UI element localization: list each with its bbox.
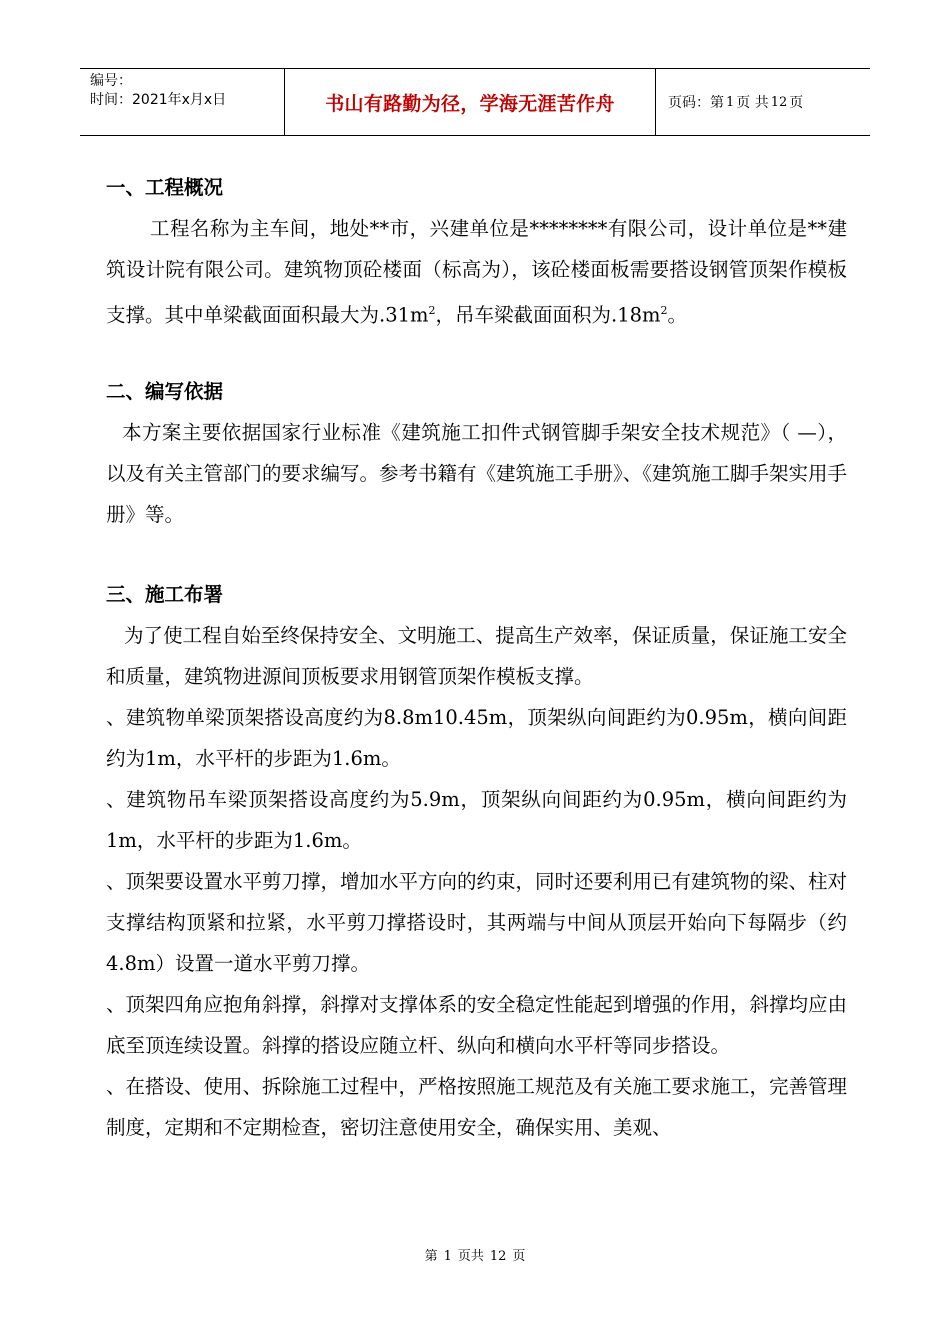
document-body	[106, 168, 847, 1148]
s1-text-a: 工程名称为主车间，地处**市，兴建单位是********有限公司，设计单位是**建筑设计院有限公司。建筑物顶砼楼面（标高为），该砼楼面板需要搭设钢管顶架作模板支撑。其中单梁截面面积最大为.31m	[106, 217, 847, 327]
list-item: 、建筑物单梁顶架搭设高度约为8.8m10.45m，顶架纵向间距约为0.95m，横向间距约为1m，水平杆的步距为1.6m。	[106, 705, 847, 770]
section-3-intro: 为了使工程自始至终保持安全、文明施工、提高生产效率，保证质量，保证施工安全和质量，建筑物进源间顶板要求用钢管顶架作模板支撑。	[106, 623, 847, 688]
section-heading-3: 三、施工布署	[106, 582, 224, 606]
motto-text: 书山有路勤为径，学海无涯苦作舟	[325, 92, 615, 115]
page-current: 1	[726, 94, 735, 110]
list-item: 、顶架四角应抱角斜撑，斜撑对支撑体系的安全稳定性能起到增强的作用，斜撑均应由底至顶连续设置。斜撑的搭设应随立杆、纵向和横向水平杆等同步搭设。	[106, 992, 848, 1057]
page-suffix: 页	[789, 95, 804, 111]
list-item: 、在搭设、使用、拆除施工过程中，严格按照施工规范及有关施工要求施工，完善管理制度，定期和不定期检查，密切注意使用安全，确保实用、美观、	[106, 1074, 848, 1139]
section-heading-2: 二、编写依据	[106, 379, 224, 403]
section-heading-1: 一、工程概况	[106, 176, 224, 199]
footer-prefix: 第	[424, 1249, 438, 1264]
page-footer	[0, 1245, 950, 1264]
section-2-paragraph: 本方案主要依据国家行业标准《建筑施工扣件式钢管脚手架安全技术规范》（ —），以及有关主管部门的要求编写。参考书籍有《建筑施工手册》、《建筑施工脚手架实用手册》等。	[106, 420, 848, 526]
list-item: 、顶架要设置水平剪刀撑，增加水平方向的约束，同时还要利用已有建筑物的梁、柱对支撑结构顶紧和拉紧，水平剪刀撑搭设时，其两端与中间从顶层开始向下每隔步（约4.8m）设置一道水平剪刀撑。	[106, 869, 848, 975]
page-total: 12	[770, 94, 788, 110]
s1-text-b: ，吊车梁截面面积为.18m	[435, 303, 661, 327]
serial-label: 编号：	[90, 73, 132, 89]
page-prefix: 页码：第	[668, 95, 724, 111]
footer-suffix: 页	[512, 1249, 526, 1264]
header-table	[80, 68, 870, 136]
header-page-cell	[656, 68, 870, 136]
section-1-paragraph	[106, 208, 847, 336]
footer-middle: 页共	[457, 1249, 484, 1264]
page-middle: 页 共	[736, 95, 769, 111]
time-label: 时间：2021年x月x日	[90, 92, 227, 108]
footer-current: 1	[443, 1249, 452, 1264]
header-motto-cell	[284, 68, 656, 136]
list-item: 、建筑物吊车梁顶架搭设高度约为5.9m，顶架纵向间距约为0.95m，横向间距约为1m，水平杆的步距为1.6m。	[106, 787, 847, 852]
header-meta-cell	[80, 68, 284, 136]
s1-sup-2: 2	[660, 304, 668, 317]
footer-total: 12	[489, 1249, 507, 1264]
s1-sup-1: 2	[428, 304, 436, 317]
s1-text-c: 。	[667, 303, 688, 327]
